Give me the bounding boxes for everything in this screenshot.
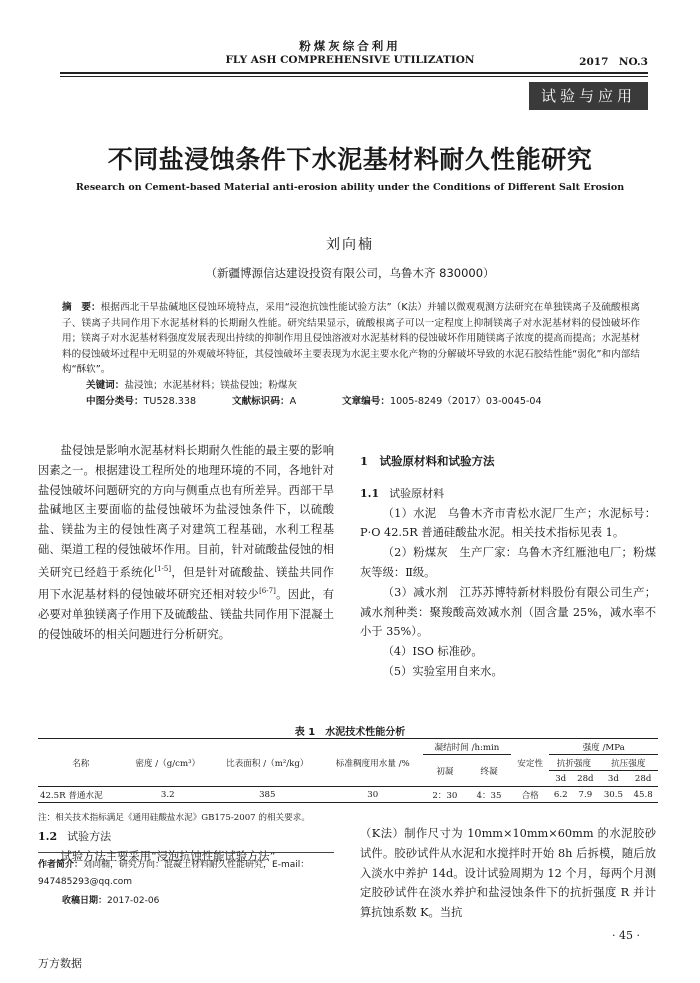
section-1: [360, 452, 656, 682]
doc-code-label: 文献标识码：: [232, 396, 290, 407]
col-header-consistency: 标准稠度用水量 /%: [335, 758, 410, 769]
article-title-cn: 不同盐浸蚀条件下水泥基材料耐久性能研究: [107, 145, 593, 174]
keywords: 盐浸蚀；水泥基材料；镁盐侵蚀；粉煤灰: [124, 380, 298, 391]
cement-properties-table: [38, 738, 658, 803]
method-text-left: 试验方法主要采用“浸泡抗蚀性能试验方法”: [60, 849, 276, 863]
keywords-line: [86, 377, 297, 391]
author-bio-text: 刘向楠，研究方向：混凝土材料耐久性能研究，E-mail：947485293@qq.com: [38, 860, 310, 887]
col-header-compressive: 抗压强度: [599, 755, 658, 771]
col-header-flex-3d: 3d: [555, 773, 567, 784]
material-item-water: （5）实验室用自来水。: [382, 664, 503, 678]
material-item-cement: （1）水泥 乌鲁木齐市青松水泥厂生产；水泥标号：P·O 42.5R 普通硅酸盐水泥。相关技术指标见表 1。: [360, 506, 656, 540]
cell-final: 4：35: [476, 790, 502, 801]
intro-paragraph: [38, 441, 334, 645]
cell-comp-28d: 45.8: [633, 789, 653, 800]
clc-line: [86, 393, 196, 407]
subsection-1-2-number: 1.2: [38, 830, 58, 843]
received-date-line: [62, 893, 362, 910]
col-header-comp-28d: 28d: [634, 773, 652, 784]
citation-6-7: [6-7]: [259, 587, 276, 596]
subsection-1-1-title: 试验原材料: [389, 486, 445, 500]
citation-1-5: [1-5]: [154, 564, 172, 573]
clc-label: 中图分类号：: [86, 396, 144, 407]
doc-code-line: [232, 393, 296, 407]
wanfang-watermark: 万方数据: [38, 957, 82, 970]
col-header-comp-3d: 3d: [607, 773, 619, 784]
received-label: 收稿日期：: [62, 896, 108, 906]
footnote-rule: [38, 852, 334, 853]
cell-comp-3d: 30.5: [603, 789, 623, 800]
col-header-initial: 初凝: [436, 766, 454, 777]
section-1-heading: 1 试验原材料和试验方法: [360, 454, 495, 468]
subsection-1-1-heading: [360, 484, 656, 504]
section-tag: 试验与应用: [529, 82, 648, 110]
cell-consistency: 30: [367, 789, 379, 800]
article-number: 1005-8249（2017）03-0045-04: [389, 396, 542, 407]
journal-name-en: FLY ASH COMPREHENSIVE UTILIZATION: [225, 54, 475, 66]
method-text-right: （K法）制作尺寸为 10mm×10mm×60mm 的水泥胶砂试件。胶砂试件从水泥和水搅拌时开始 8h 后拆模，随后放入淡水中养护 14d。设计试验周期为 12 个月，每两个月测定胶砂试件在淡水养护和盐浸蚀条件下的抗折强度 R 并计算抗蚀系数 K。当抗: [360, 827, 656, 920]
material-item-admixture: （3）减水剂 江苏苏博特新材料股份有限公司生产；减水剂种类：聚羧酸高效减水剂（固含量 25%，减水率不小于 35%）。: [360, 585, 656, 639]
author-bio: [38, 857, 338, 891]
material-item-sand: （4）ISO 标准砂。: [382, 645, 483, 659]
subsection-1-2-title: 试验方法: [67, 830, 112, 843]
author-name: 刘向楠: [326, 237, 374, 253]
article-title-en: Research on Cement-based Material anti-erosion ability under the Conditions of Different Salt Erosion: [75, 182, 625, 193]
journal-name-cn: 粉煤灰综合利用: [299, 39, 401, 53]
col-header-setting: 凝结时间 /h:min: [423, 739, 511, 755]
page-number: · 45 ·: [612, 929, 640, 942]
issue-number: 2017 NO.3: [579, 56, 648, 68]
col-header-stability: 安定性: [517, 758, 544, 769]
cell-flex-3d: 6.2: [553, 789, 568, 800]
header-rule-thin: [60, 76, 648, 77]
article-number-label: 文章编号：: [342, 396, 390, 407]
clc-code: TU528.338: [143, 396, 197, 407]
table-row: [38, 787, 658, 803]
cell-stability: 合格: [521, 790, 539, 801]
intro-text-b: ，但是针对硫酸盐、镁盐共同作用下水泥基材料的侵蚀破坏研究还相对较少: [38, 565, 334, 602]
col-header-flex-28d: 28d: [577, 773, 594, 784]
col-header-density: 密度 /（g/cm³）: [135, 758, 201, 769]
keywords-label: 关键词：: [86, 380, 125, 391]
abstract-label: 摘 要：: [62, 302, 101, 313]
cell-flex-28d: 7.9: [578, 789, 593, 800]
col-header-ssa: 比表面积 /（m²/kg）: [226, 758, 309, 769]
header-rule: [60, 72, 648, 74]
table-caption: 表 1 水泥技术性能分析: [294, 727, 406, 738]
author-affiliation: （新疆博源信达建设投资有限公司，乌鲁木齐 830000）: [205, 266, 495, 280]
author-bio-label: 作者简介：: [38, 860, 84, 870]
abstract-text: 根据西北干旱盐碱地区侵蚀环境特点，采用“浸泡抗蚀性能试验方法”（K法）并辅以微观观测方法研究在单独镁离子及硫酸根离子、镁离子共同作用下水泥基材料的长期耐久性能。研究结果显示，硫酸根离子可以一定程度上抑制镁离子对水泥基材料的侵蚀破坏作用；镁离子对水泥基材料强度发展表现出持续的抑制作用且侵蚀溶液对水泥基材料的侵蚀破坏作用随镁离子浓度的提高而提高；水泥基材料的侵蚀破坏过程中无明显的外观破坏特征，其侵蚀破坏主要表现为水泥主要水化产物的分解破坏导致的水泥石胶结性能“弱化”和内部结构“酥软”。: [62, 302, 640, 376]
col-header-name: 名称: [72, 758, 90, 769]
intro-text-a: 盐侵蚀是影响水泥基材料长期耐久性能的最主要的影响因素之一。根据建设工程所处的地理环境的不同，各地针对盐侵蚀破坏问题研究的方向与侧重点也有所差异。西部干旱盐碱地区主要面临的盐侵蚀破坏为盐浸蚀条件下，以硫酸盐、镁盐为主的侵蚀性离子对建筑工程基础，水利工程基础、渠道工程的侵蚀破坏作用。目前，针对硫酸盐侵蚀的相关研究已经趋于系统化: [38, 444, 334, 579]
received-date: 2017-02-06: [107, 896, 160, 906]
cell-name: 42.5R 普通水泥: [40, 790, 103, 801]
doc-code: A: [289, 396, 297, 407]
subsection-1-2-heading: [38, 827, 334, 847]
cell-initial: 2：30: [432, 790, 458, 801]
article-number-line: [342, 393, 542, 407]
col-header-strength: 强度 /MPa: [549, 739, 658, 755]
col-header-flexural: 抗折强度: [549, 755, 598, 771]
cell-density: 3.2: [160, 789, 175, 800]
col-header-final: 终凝: [480, 766, 498, 777]
table-note: 注：相关技术指标满足《通用硅酸盐水泥》GB175-2007 的相关要求。: [38, 813, 310, 823]
material-item-fly-ash: （2）粉煤灰 生产厂家：乌鲁木齐红雁池电厂；粉煤灰等级：Ⅱ级。: [360, 546, 656, 579]
abstract: [62, 300, 640, 378]
subsection-1-1-number: 1.1: [360, 486, 380, 500]
intro-text-c: 。因此，有必要对单独镁离子作用下及硫酸盐、镁盐共同作用下混凝土的侵蚀破坏的相关问题进行分析研究。: [38, 588, 334, 641]
cell-ssa: 385: [259, 789, 276, 800]
